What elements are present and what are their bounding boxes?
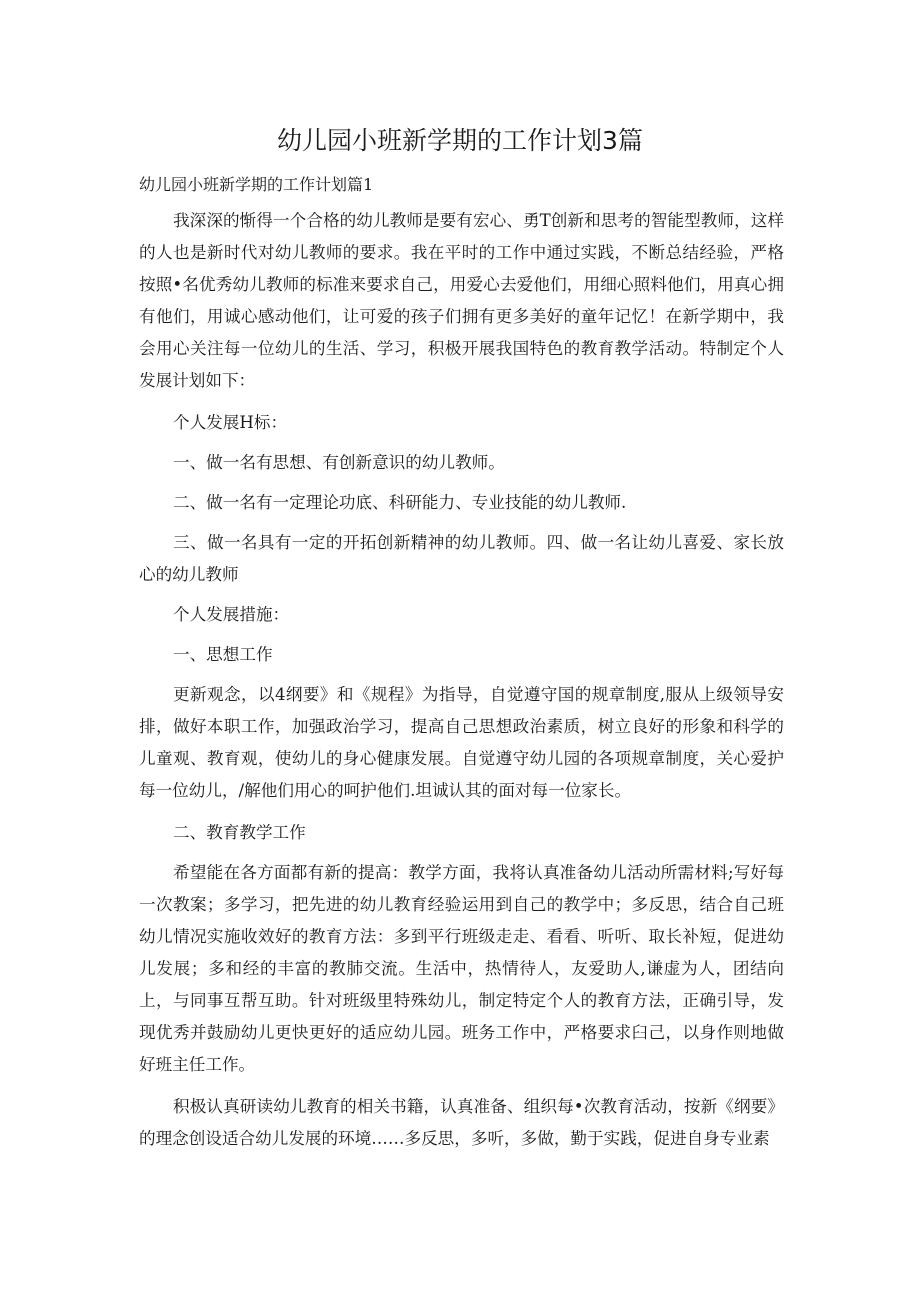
paragraph-teaching-body: 希望能在各方面都有新的提高：教学方面，我将认真准备幼儿活动所需材料;写好每一次教案；多学习，把先进的幼儿教育经验运用到自己的教学中；多反思，结合自己班幼儿情况实施收效好的教育方法：多到平行班级走走、看看、听听、取长补短，促进幼儿发展；多和经的丰富的教肺交流。生活中，热情待人，友爱助人,谦虚为人，团结向上，与同事互帮互助。针对班级里特殊幼儿，制定特定个人的教育方法，正确引导，发现优秀并鼓励幼儿更快更好的适应幼儿园。班务工作中，严格要求臼己，以身作则地做好班主任工作。 xyxy=(139,863,784,1074)
document-title: 幼儿园小班新学期的工作计划3篇 xyxy=(277,126,643,155)
document-subtitle: 幼儿园小班新学期的工作计划篇1 xyxy=(139,175,374,194)
paragraph-thought-body: 更新观念，以4纲要》和《规程》为指导，自觉遵守国的规章制度,服从上级领导安排，做好本职工作，加强政治学习，提高自己思想政治素质，树立良好的形象和科学的儿童观、教育观，使幼儿的身心健康发展。自觉遵守幼儿园的各项规章制度，关心爱护每一位幼儿，/解他们用心的呵护他们.坦诚认其的面对每一位家长。 xyxy=(139,685,784,800)
paragraph-goal-1: 一、做一名有思想、有创新意识的幼儿教师。 xyxy=(173,453,505,472)
paragraph-goal-3-4: 三、做一名具有一定的开拓创新精神的幼儿教师。四、做一名让幼儿喜爱、家长放心的幼儿教师 xyxy=(139,533,784,584)
paragraph-goals-heading: 个人发展H标： xyxy=(173,413,288,432)
paragraph-section-thought: 一、思想工作 xyxy=(173,645,273,664)
paragraph-goal-2: 二、做一名有一定理论功底、科研能力、专业技能的幼儿教师. xyxy=(173,493,627,512)
paragraph-study-body: 积极认真研读幼儿教育的相关书籍，认真准备、组织每•次教育活动，按新《纲要》的理念创设适合幼儿发展的环境……多反思，多听，多做，勤于实践，促进自身专业素 xyxy=(139,1097,784,1148)
paragraph-measures-heading: 个人发展措施： xyxy=(173,605,290,624)
paragraph-intro: 我深深的惭得一个合格的幼儿教师是要有宏心、勇T创新和思考的智能型教师，这样的人也是新时代对幼儿教师的要求。我在平时的工作中通过实践，不断总结经验，严格按照•名优秀幼儿教师的标准来要求自己，用爱心去爱他们，用细心照料他们，用真心拥有他们，用诚心感动他们，让可爱的孩子们拥有更多美好的童年记忆！在新学期中，我会用心关注每一位幼儿的生活、学习，积极开展我国特色的教育教学活动。特制定个人发展计划如下： xyxy=(139,211,784,390)
paragraph-section-teaching: 二、教育教学工作 xyxy=(173,823,306,842)
document-body xyxy=(139,205,784,1165)
